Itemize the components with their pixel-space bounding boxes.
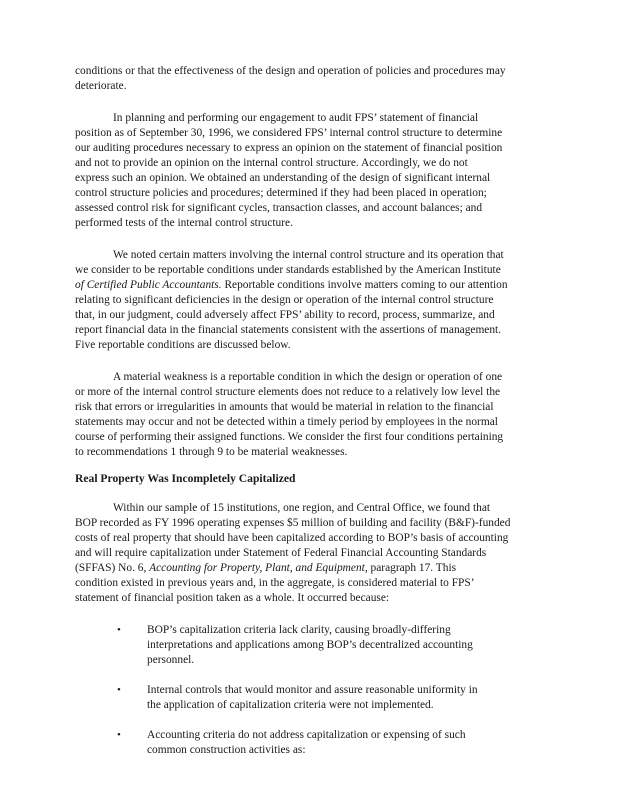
paragraph-line: condition existed in previous years and, in the aggregate, is considered material to FPS’	[75, 577, 475, 589]
italic-source-text: of Certified Public Accountants.	[75, 279, 222, 291]
paragraph-line: course of performing their assigned functions. We consider the first four conditions pertaining	[75, 431, 504, 443]
bullet-line: Accounting criteria do not address capitalization or expensing of such	[147, 729, 466, 741]
paragraph-line: we consider to be reportable conditions under standards established by the American Institute	[75, 264, 501, 276]
paragraph-line	[75, 279, 508, 292]
bullet-line: Internal controls that would monitor and assure reasonable uniformity in	[147, 684, 478, 696]
paragraph-line: relating to significant deficiencies in the design or operation of the internal control structure	[75, 294, 494, 306]
paragraph-line: BOP recorded as FY 1996 operating expenses $5 million of building and facility (B&F)-funded	[75, 517, 511, 529]
paragraph-line: Five reportable conditions are discussed below.	[75, 339, 291, 351]
paragraph-text: , paragraph 17. This	[364, 562, 457, 574]
paragraph-line: performed tests of the internal control structure.	[75, 217, 293, 229]
bullet-icon: •	[117, 624, 121, 636]
paragraph-line: A material weakness is a reportable condition in which the design or operation of one	[113, 371, 503, 383]
bullet-line: common construction activities as:	[147, 744, 306, 756]
paragraph-line: We noted certain matters involving the internal control structure and its operation that	[113, 249, 504, 261]
paragraph-line: to recommendations 1 through 9 to be material weaknesses.	[75, 446, 348, 458]
paragraph-line: conditions or that the effectiveness of the design and operation of policies and procedures may	[75, 65, 506, 77]
paragraph-line	[75, 562, 456, 575]
paragraph-line: deteriorate.	[75, 80, 127, 92]
bullet-line: interpretations and applications among BOP’s decentralized accounting	[147, 639, 473, 651]
paragraph-line: and will require capitalization under Statement of Federal Financial Accounting Standards	[75, 547, 487, 559]
paragraph-line: statements may occur and not be detected within a timely period by employees in the normal	[75, 416, 498, 428]
paragraph-line: our auditing procedures necessary to express an opinion on the statement of financial position	[75, 142, 503, 154]
paragraph-line: that, in our judgment, could adversely affect FPS’ ability to record, process, summarize, and	[75, 309, 495, 321]
paragraph-line: control structure policies and procedures; determined if they had been placed in operation;	[75, 187, 487, 199]
paragraph-line: statement of financial position taken as a whole. It occurred because:	[75, 592, 390, 604]
paragraph-line: position as of September 30, 1996, we considered FPS’ internal control structure to determine	[75, 127, 503, 139]
bullet-icon: •	[117, 729, 121, 741]
paragraph-line: assessed control risk for significant cycles, transaction classes, and account balances; and	[75, 202, 483, 214]
paragraph-text: (SFFAS) No. 6,	[75, 562, 150, 574]
paragraph-line: express such an opinion. We obtained an understanding of the design of significant internal	[75, 172, 491, 184]
bullet-icon: •	[117, 684, 121, 696]
paragraph-text: Reportable conditions involve matters coming to our attention	[221, 279, 508, 291]
paragraph-line: and not to provide an opinion on the internal control structure. Accordingly, we do not	[75, 157, 468, 169]
paragraph-line: or more of the internal control structure elements does not reduce to a relatively low level the	[75, 386, 501, 398]
bullet-line: the application of capitalization criteria were not implemented.	[147, 699, 434, 711]
italic-standard-title: Accounting for Property, Plant, and Equipment	[149, 562, 365, 574]
paragraph-line: costs of real property that should have been capitalized according to BOP’s basis of accounting	[75, 532, 509, 544]
bullet-line: personnel.	[147, 654, 195, 666]
paragraph-line: In planning and performing our engagement to audit FPS’ statement of financial	[113, 112, 479, 124]
paragraph-line: report financial data in the financial statements consistent with the assertions of management.	[75, 324, 502, 336]
paragraph-line: Within our sample of 15 institutions, one region, and Central Office, we found that	[113, 502, 491, 514]
paragraph-line: risk that errors or irregularities in amounts that would be material in relation to the financial	[75, 401, 494, 413]
bullet-line: BOP’s capitalization criteria lack clarity, causing broadly-differing	[147, 624, 451, 636]
section-heading: Real Property Was Incompletely Capitalized	[75, 472, 296, 485]
